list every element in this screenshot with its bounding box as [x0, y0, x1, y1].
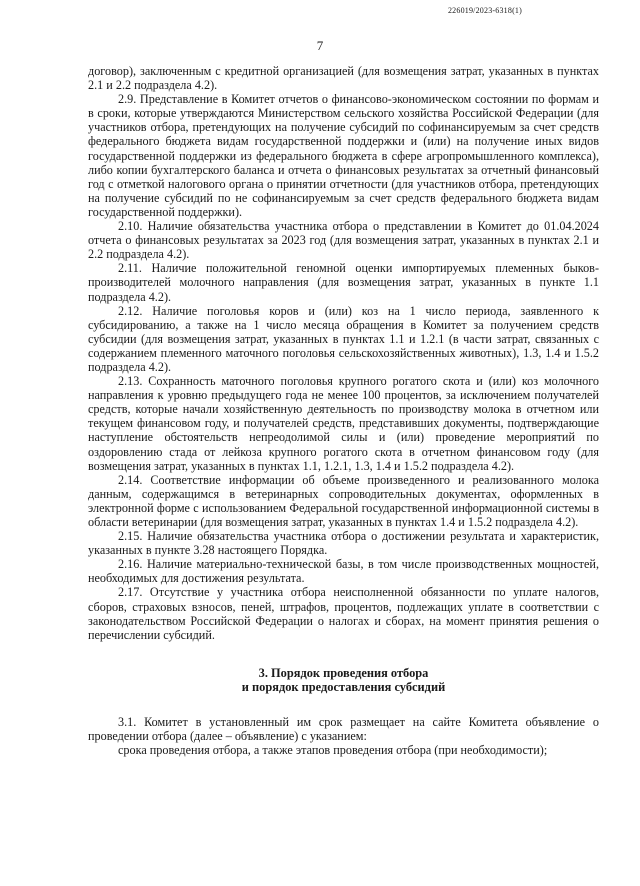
paragraph: 2.13. Сохранность маточного поголовья крупного рогатого скота и (или) коз молочного направления к уровню предыдущего года не менее 100 процентов, за исключением получателей средств, которые начали хозяйственную деятельность по производству молока в отчетном или текущем финансовом году, и получателей средств, представивших документы, подтверждающие наступление обстоятельств непреодолимой силы и (или) проведение мероприятий по оздоровлению стада от лейкоза крупного рогатого скота в отчетном финансовом году (для возмещения затрат, указанных в пунктах 1.1, 1.2.1, 1.3, 1.4 и 1.5.2 подраздела 4.2). — [88, 374, 599, 473]
document-id: 226019/2023-6318(1) — [447, 6, 522, 15]
paragraph: 2.14. Соответствие информации об объеме произведенного и реализованного молока данным, содержащимся в ветеринарных сопроводительных документах, оформленных в электронной форме с использованием Федеральной государственной информационной системы в области ветеринарии (для возмещения затрат, указанных в пунктах 1.4 и 1.5.2 подраздела 4.2). — [88, 472, 599, 529]
paragraph: 2.12. Наличие поголовья коров и (или) коз на 1 число периода, заявленного к субсидированию, а также на 1 число месяца обращения в Комитет за получением средств субсидии (для возмещения затрат, указанных в пунктах 1.1 и 1.2.1 (в части затрат, связанных с содержанием племенного маточного поголовья сельскохозяйственных животных), 1.3, 1.4 и 1.5.2 подраздела 4.2). — [88, 303, 599, 374]
paragraph: 2.10. Наличие обязательства участника отбора о представлении в Комитет до 01.04.2024 отчета о финансовых результатах за 2023 год (для возмещения затрат, указанных в пунктах 2.1 и 2.2 подраздела 4.2). — [88, 219, 599, 262]
paragraph: 2.9. Представление в Комитет отчетов о финансово-экономическом состоянии по формам и в сроки, которые утверждаются Министерством сельского хозяйства Российской Федерации (для участников отбора, претендующих на получение субсидий по софинансируемым за счет средств федерального бюджета видам государственной поддержки и (или) на получение иных видов государственной поддержки из федерального бюджета в сфере агропромышленного комплекса), либо копии бухгалтерского баланса и отчета о финансовых результатах за отчетный финансовый год с отметкой налогового органа о принятии отчетности (для участников отбора, претендующих на получение субсидий по не софинансируемым за счет средств федерального бюджета видам государственной поддержки). — [88, 92, 599, 219]
paragraph: срока проведения отбора, а также этапов проведения отбора (при необходимости); — [118, 743, 548, 758]
section-title-line: и порядок предоставления субсидий — [241, 680, 446, 695]
paragraph: 3.1. Комитет в установленный им срок размещает на сайте Комитета объявление о проведении отбора (далее – объявление) с указанием: — [88, 715, 599, 744]
paragraph: 2.15. Наличие обязательства участника отбора о достижении результата и характеристик, указанных в пункте 3.28 настоящего Порядка. — [88, 529, 599, 558]
section-title — [88, 666, 599, 695]
document-body — [88, 64, 599, 757]
paragraph: 2.17. Отсутствие у участника отбора неисполненной обязанности по уплате налогов, сборов, страховых взносов, пеней, штрафов, процентов, подлежащих уплате в соответствии с законодательством Российской Федерации о налогах и сборах, на момент принятия решения о перечислении субсидий. — [88, 585, 599, 642]
paragraph: договор), заключенным с кредитной организацией (для возмещения затрат, указанных в пунктах 2.1 и 2.2 подраздела 4.2). — [88, 64, 599, 93]
page-number: 7 — [316, 38, 324, 53]
paragraph: 2.11. Наличие положительной геномной оценки импортируемых племенных быков-производителей молочного направления (для возмещения затрат, указанных в пункте 1.1 подраздела 4.2). — [88, 261, 599, 304]
paragraph: 2.16. Наличие материально-технической базы, в том числе производственных мощностей, необходимых для достижения результата. — [88, 557, 599, 586]
section-title-line: 3. Порядок проведения отбора — [258, 665, 429, 680]
